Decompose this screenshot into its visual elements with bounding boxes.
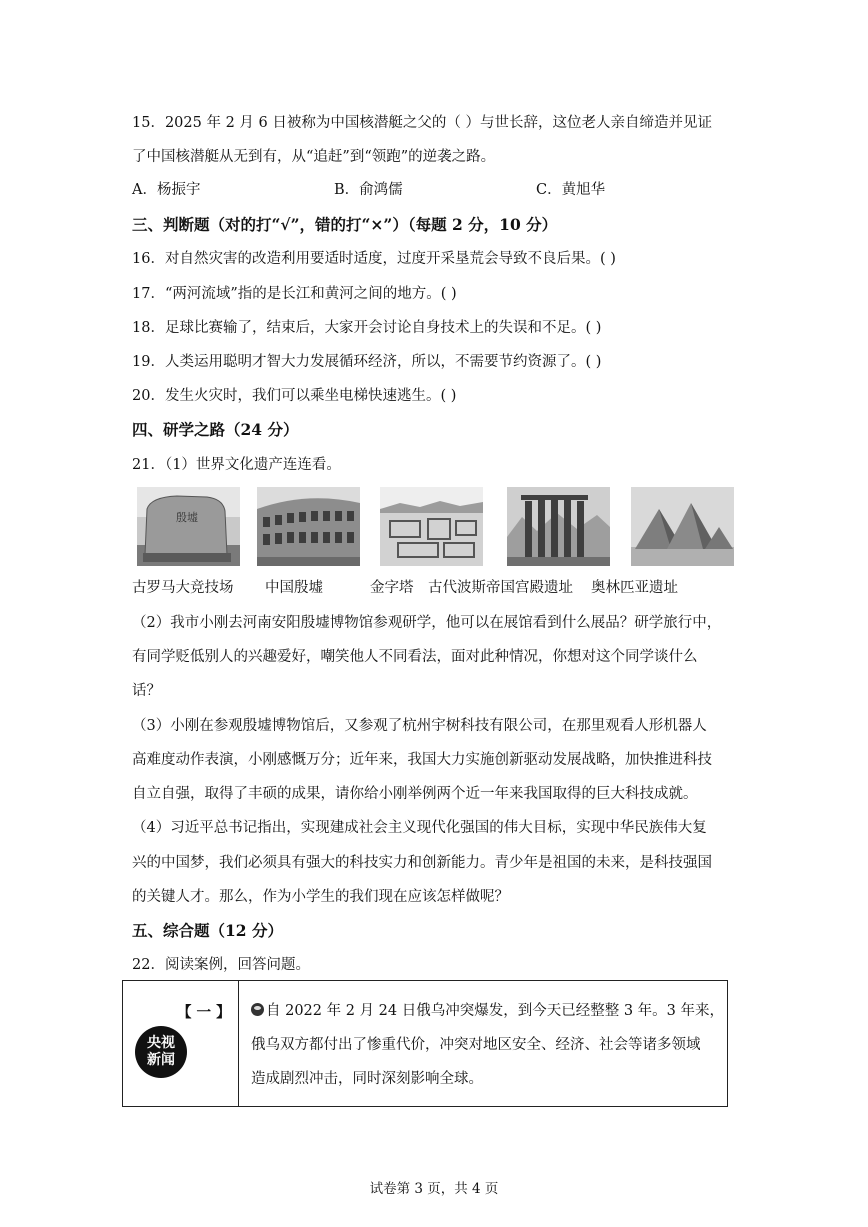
- q15-line-2: 了中国核潜艇从无到有，从“追赶”到“领跑”的逆袭之路。: [132, 149, 496, 165]
- colosseum-picture: [257, 487, 360, 566]
- caption-pyramids: 金字塔: [370, 580, 414, 596]
- q21-part3-line-1: （3）小刚在参观殷墟博物馆后，又参观了杭州宇树科技有限公司，在那里观看人形机器人: [132, 718, 707, 734]
- yinxu-stone-picture: [137, 487, 240, 566]
- caption-yinxu: 中国殷墟: [265, 580, 323, 596]
- case-line-1: [251, 1001, 725, 1021]
- case-line-3: 造成剧烈冲击，同时深刻影响全球。: [251, 1071, 483, 1087]
- section-5-heading: 五、综合题（12 分）: [132, 921, 283, 940]
- q16: 16．对自然灾害的改造利用要适时适度，过度开采垦荒会导致不良后果。( ): [132, 251, 616, 267]
- q21-part2-line-1: （2）我市小刚去河南安阳殷墟博物馆参观研学，他可以在展馆看到什么展品？研学旅行中，: [132, 615, 722, 631]
- q21-part4-line-1: （4）习近平总书记指出，实现建成社会主义现代化强国的伟大目标，实现中华民族伟大复: [132, 820, 707, 836]
- case-label: 【 一 】: [177, 1004, 231, 1021]
- columns-picture: [507, 487, 610, 566]
- cctv-news-logo: [135, 1026, 187, 1078]
- page-footer: 试卷第 3 页，共 4 页: [369, 1181, 499, 1197]
- svg-text:殷墟: 殷墟: [176, 511, 198, 524]
- q19: 19．人类运用聪明才智大力发展循环经济，所以，不需要节约资源了。( ): [132, 354, 602, 370]
- q15-option-b: B．俞鸿儒: [334, 182, 403, 198]
- logo-line-1: 央视: [147, 1035, 175, 1051]
- q21-part4-line-2: 兴的中国梦，我们必须具有强大的科技实力和创新能力。青少年是祖国的未来，是科技强国: [132, 855, 712, 871]
- globe-icon: [251, 1003, 264, 1016]
- q18: 18．足球比赛输了，结束后，大家开会讨论自身技术上的失误和不足。( ): [132, 320, 602, 336]
- caption-colosseum: 古罗马大竞技场: [132, 580, 234, 596]
- ruins-plan-picture: [380, 487, 483, 566]
- heritage-pictures: [137, 487, 737, 567]
- q21-part4-line-3: 的关键人才。那么，作为小学生的我们现在应该怎样做呢？: [132, 889, 509, 905]
- caption-persian-palace: 古代波斯帝国宫殿遗址: [428, 580, 573, 596]
- q21-part3-line-3: 自立自强，取得了丰硕的成果，请你给小刚举例两个近一年来我国取得的巨大科技成就。: [132, 786, 698, 802]
- q21-part3-line-2: 高难度动作表演，小刚感慨万分；近年来，我国大力实施创新驱动发展战略，加快推进科技: [132, 752, 712, 768]
- q15-option-a: A．杨振宇: [132, 182, 201, 198]
- q20: 20．发生火灾时，我们可以乘坐电梯快速逃生。( ): [132, 388, 457, 404]
- q21-part2-line-2: 有同学贬低别人的兴趣爱好，嘲笑他人不同看法，面对此种情况，你想对这个同学谈什么: [132, 649, 698, 665]
- case-box: [122, 980, 728, 1107]
- q21-part2-line-3: 话？: [132, 683, 161, 699]
- q15-option-c: C．黄旭华: [536, 182, 606, 198]
- q21-intro: 21．（1）世界文化遗产连连看。: [132, 457, 341, 473]
- case-line-1-text: 自 2022 年 2 月 24 日俄乌冲突爆发，到今天已经整整 3 年。3 年来，: [266, 1003, 725, 1019]
- q22-intro: 22．阅读案例，回答问题。: [132, 957, 310, 973]
- section-3-heading: 三、判断题（对的打“√”，错的打“×”）（每题 2 分，10 分）: [132, 215, 558, 234]
- pyramids-picture: [631, 487, 734, 566]
- heritage-captions: [132, 578, 732, 598]
- caption-olympia: 奥林匹亚遗址: [591, 580, 678, 596]
- logo-line-2: 新闻: [147, 1052, 175, 1068]
- q15-options: [132, 180, 732, 200]
- q15-line-1: 15．2025 年 2 月 6 日被称为中国核潜艇之父的（ ）与世长辞，这位老人亲自缔造并见证: [132, 115, 712, 131]
- q17: 17．“两河流域”指的是长江和黄河之间的地方。( ): [132, 286, 457, 302]
- case-label-cell: [123, 981, 239, 1106]
- case-line-2: 俄乌双方都付出了惨重代价，冲突对地区安全、经济、社会等诸多领域: [251, 1037, 701, 1053]
- section-4-heading: 四、研学之路（24 分）: [132, 420, 299, 439]
